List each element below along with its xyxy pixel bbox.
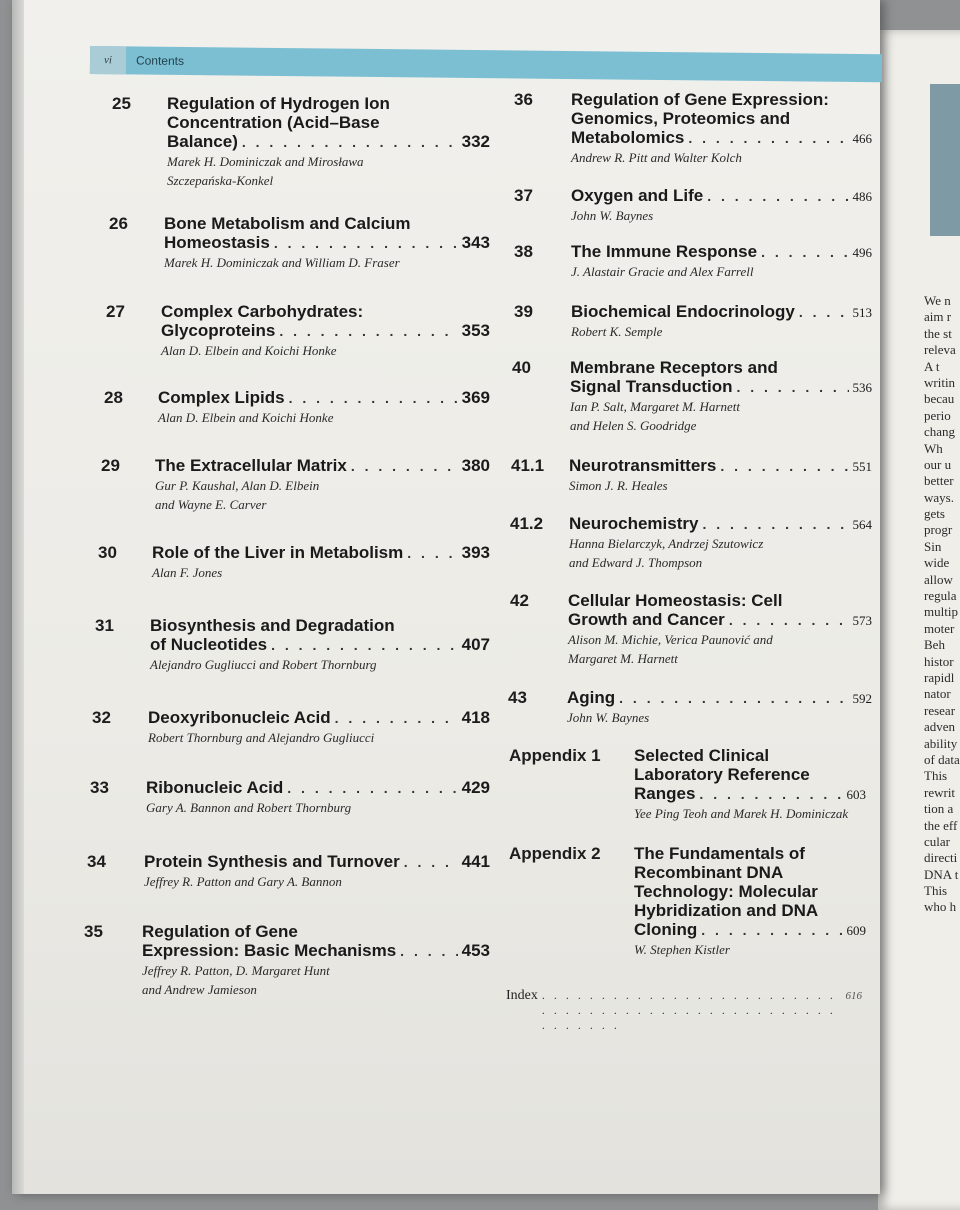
chapter-authors: Gary A. Bannon and Robert Thornburg	[146, 800, 352, 815]
facing-page-line: gets	[924, 506, 945, 522]
title-line: Cloning	[634, 920, 698, 939]
chapter-number: 30	[98, 543, 117, 562]
title-line: Signal Transduction	[570, 377, 733, 396]
facing-page-line: releva	[924, 342, 956, 358]
title-line: Homeostasis	[164, 233, 270, 252]
chapter-title[interactable]	[148, 708, 490, 747]
page-number: 609	[846, 923, 866, 938]
index-page-number: 616	[845, 990, 862, 1002]
facing-page-line: writin	[924, 374, 956, 390]
title-line: Recombinant DNA	[634, 863, 784, 882]
facing-page-line: A t	[924, 358, 940, 374]
title-last-line	[571, 302, 872, 322]
facing-page-line: of data	[924, 751, 960, 767]
title-line: Ranges	[634, 784, 696, 803]
dot-leader	[335, 709, 458, 728]
dot-leader	[729, 611, 849, 630]
chapter-authors: Szczepańska-Konkel	[167, 173, 274, 188]
chapter-authors: and Helen S. Goodridge	[570, 418, 697, 433]
chapter-title[interactable]	[570, 358, 872, 435]
header-section-label: Contents	[135, 53, 185, 68]
title-line: Bone Metabolism and Calcium	[164, 214, 411, 233]
title-line: Genomics, Proteomics and	[571, 109, 791, 128]
facing-page-color-block	[930, 84, 960, 236]
chapter-number: 40	[512, 358, 531, 377]
appendix-label: Appendix 2	[509, 844, 601, 863]
title-last-line	[569, 456, 872, 476]
chapter-authors: Robert Thornburg and Alejandro Gugliucci	[148, 730, 375, 745]
dot-leader	[289, 389, 458, 408]
chapter-authors: Alejandro Gugliucci and Robert Thornburg	[150, 657, 377, 672]
facing-page-line: Beh	[924, 637, 945, 653]
chapter-number: 25	[112, 94, 131, 113]
facing-page-line: multip	[924, 604, 958, 620]
chapter-number: 38	[514, 242, 533, 261]
chapter-title[interactable]	[569, 456, 872, 495]
chapter-authors: Alan D. Elbein and Koichi Honke	[161, 343, 337, 358]
chapter-authors: and Wayne E. Carver	[155, 497, 267, 512]
title-line: Concentration (Acid–Base	[167, 113, 380, 132]
page-number: 592	[852, 691, 872, 706]
chapter-number: 42	[510, 591, 529, 610]
dot-leader	[404, 853, 458, 872]
dot-leader	[407, 544, 457, 563]
title-line: Metabolomics	[571, 128, 685, 147]
chapter-authors: Simon J. R. Heales	[569, 478, 668, 493]
chapter-title[interactable]	[567, 688, 872, 727]
chapter-authors: John W. Baynes	[571, 208, 654, 223]
page-number: 380	[461, 456, 490, 475]
title-last-line	[158, 388, 490, 408]
facing-page-line: rewrit	[924, 784, 956, 800]
page-number: 486	[852, 189, 872, 204]
facing-page-line: chang	[924, 424, 956, 440]
chapter-number: 39	[514, 302, 533, 321]
chapter-authors: Ian P. Salt, Margaret M. Harnett	[570, 399, 740, 414]
chapter-authors: Alison M. Michie, Verica Paunović and	[568, 632, 773, 647]
title-line: Balance)	[167, 132, 238, 151]
dot-leader	[279, 322, 457, 341]
title-line: The Fundamentals of	[634, 844, 805, 863]
title-last-line	[567, 688, 872, 708]
title-last-line	[167, 132, 490, 152]
facing-page-line: rapidl	[924, 669, 955, 685]
chapter-title[interactable]	[146, 778, 490, 817]
page-number: 573	[852, 613, 872, 628]
chapter-title[interactable]	[167, 94, 490, 190]
title-line: The Extracellular Matrix	[155, 456, 347, 475]
title-last-line	[150, 635, 490, 655]
chapter-title[interactable]	[571, 242, 872, 281]
dot-leader	[688, 129, 848, 148]
facing-page-line: Wh	[924, 440, 943, 456]
facing-page-line: directi	[924, 850, 958, 866]
chapter-number: 43	[508, 688, 527, 707]
dot-leader	[720, 457, 848, 476]
title-line: Expression: Basic Mechanisms	[142, 941, 397, 960]
chapter-authors: Marek H. Dominiczak and William D. Fraser	[164, 255, 400, 270]
page-number: 418	[461, 708, 490, 727]
page-number: 603	[846, 787, 866, 802]
page-edge	[12, 0, 24, 1194]
dot-leader	[274, 234, 458, 253]
chapter-title[interactable]	[634, 844, 866, 959]
dot-leader	[351, 457, 458, 476]
title-line: Growth and Cancer	[568, 610, 725, 629]
chapter-authors: W. Stephen Kistler	[634, 942, 730, 957]
title-line: Ribonucleic Acid	[146, 778, 284, 797]
dot-leader	[271, 636, 458, 655]
title-line: Complex Carbohydrates:	[161, 302, 364, 321]
title-last-line	[155, 456, 490, 476]
page-number: 429	[461, 778, 490, 797]
chapter-authors: Gur P. Kaushal, Alan D. Elbein	[155, 478, 320, 493]
running-header	[90, 46, 882, 82]
chapter-number: 35	[84, 922, 103, 941]
facing-page-line: Sin	[924, 538, 942, 554]
title-last-line	[148, 708, 490, 728]
title-last-line	[570, 377, 872, 397]
title-line: Aging	[567, 688, 616, 707]
toc-entry[interactable]	[0, 184, 960, 223]
chapter-authors: Marek H. Dominiczak and Mirosława	[167, 154, 364, 169]
facing-page-line: cular	[924, 833, 950, 849]
dot-leader	[400, 942, 457, 961]
chapter-title[interactable]	[164, 214, 490, 272]
title-line: Membrane Receptors and	[570, 358, 778, 377]
dot-leader	[799, 303, 849, 322]
title-line: Hybridization and DNA	[634, 901, 819, 920]
facing-page-line: tion a	[924, 801, 954, 817]
title-line: Oxygen and Life	[571, 186, 704, 205]
chapter-number: 26	[109, 214, 128, 233]
chapter-number: 27	[106, 302, 125, 321]
page-number: 496	[852, 245, 872, 260]
title-last-line	[164, 233, 490, 253]
chapter-authors: John W. Baynes	[567, 710, 650, 725]
index-label: Index	[506, 988, 538, 1003]
chapter-authors: and Andrew Jamieson	[142, 982, 257, 997]
title-line: Regulation of Hydrogen Ion	[167, 94, 390, 113]
chapter-number: 34	[87, 852, 106, 871]
title-last-line	[161, 321, 490, 341]
page-number: 353	[461, 321, 490, 340]
title-last-line	[571, 186, 872, 206]
facing-page-line: progr	[924, 522, 953, 538]
chapter-title[interactable]	[142, 922, 490, 999]
dot-leader	[287, 779, 457, 798]
title-line: Selected Clinical	[634, 746, 770, 765]
page-number: 332	[461, 132, 490, 151]
chapter-authors: Yee Ping Teoh and Marek H. Dominiczak	[634, 806, 849, 821]
chapter-authors: Alan F. Jones	[152, 565, 223, 580]
chapter-title[interactable]	[571, 90, 872, 167]
title-last-line	[152, 543, 490, 563]
facing-page-line: aim r	[924, 309, 952, 325]
facing-page-line: better	[924, 473, 954, 489]
facing-page-line: allow	[924, 571, 953, 587]
page-number: 441	[461, 852, 490, 871]
title-last-line	[146, 778, 490, 798]
chapter-number: 29	[101, 456, 120, 475]
chapter-authors: Margaret M. Harnett	[568, 651, 678, 666]
chapter-title[interactable]	[155, 456, 490, 514]
facing-page-line: DNA t	[924, 866, 959, 882]
facing-page-line: adven	[924, 719, 956, 735]
chapter-title[interactable]	[158, 388, 490, 427]
facing-page-line: We n	[924, 293, 951, 308]
title-last-line	[571, 128, 872, 148]
facing-page-line: regula	[924, 588, 957, 604]
title-line: Neurotransmitters	[569, 456, 717, 475]
index-entry[interactable]	[506, 988, 862, 1033]
chapter-title[interactable]	[150, 616, 490, 674]
chapter-title[interactable]	[152, 543, 490, 582]
chapter-authors: J. Alastair Gracie and Alex Farrell	[571, 264, 754, 279]
title-last-line	[144, 852, 490, 872]
chapter-authors: Robert K. Semple	[571, 324, 663, 339]
title-line: Neurochemistry	[569, 514, 699, 533]
title-line: Regulation of Gene	[142, 922, 298, 941]
facing-page-line: moter	[924, 620, 955, 636]
page-number: 513	[852, 305, 872, 320]
page-number: 343	[461, 233, 490, 252]
dot-leader	[707, 187, 848, 206]
facing-page-line: our u	[924, 456, 952, 472]
page-number: 393	[461, 543, 490, 562]
title-line: Biosynthesis and Degradation	[150, 616, 395, 635]
chapter-title[interactable]	[568, 591, 872, 668]
chapter-authors: Alan D. Elbein and Koichi Honke	[158, 410, 334, 425]
title-line: Regulation of Gene Expression:	[571, 90, 829, 109]
title-last-line	[634, 784, 866, 804]
page-number: 551	[852, 459, 872, 474]
title-line: Technology: Molecular	[634, 882, 818, 901]
dot-leader	[761, 243, 848, 262]
dot-leader	[702, 515, 848, 534]
title-last-line	[634, 920, 866, 940]
title-line: Cellular Homeostasis: Cell	[568, 591, 783, 610]
title-line: Complex Lipids	[158, 388, 285, 407]
page-number: 536	[852, 380, 872, 395]
facing-page-line: ability	[924, 735, 958, 751]
appendix-label: Appendix 1	[509, 746, 601, 765]
chapter-authors: Jeffrey R. Patton and Gary A. Bannon	[144, 874, 342, 889]
title-line: Role of the Liver in Metabolism	[152, 543, 404, 562]
title-last-line	[571, 242, 872, 262]
chapter-authors: and Edward J. Thompson	[569, 555, 703, 570]
chapter-number: 28	[104, 388, 123, 407]
chapter-number: 41.1	[511, 456, 545, 475]
header-page-number: vi	[90, 46, 126, 74]
facing-page-line: wide	[924, 555, 950, 571]
page-number: 564	[852, 517, 872, 532]
title-last-line	[142, 941, 490, 961]
page-number: 466	[852, 131, 872, 146]
chapter-title[interactable]	[571, 186, 872, 225]
facing-page-line: the st	[924, 325, 952, 341]
facing-page-line: This	[924, 768, 948, 784]
chapter-number: 32	[92, 708, 111, 727]
facing-page-line: nator	[924, 686, 951, 702]
facing-page-line: the eff	[924, 817, 958, 833]
chapter-number: 36	[514, 90, 533, 109]
chapter-number: 33	[90, 778, 109, 797]
dot-leader	[619, 689, 848, 708]
title-line: Deoxyribonucleic Acid	[148, 708, 331, 727]
title-line: Protein Synthesis and Turnover	[144, 852, 400, 871]
page-number: 369	[461, 388, 490, 407]
title-line: of Nucleotides	[150, 635, 268, 654]
title-line: Glycoproteins	[161, 321, 276, 340]
page-number: 453	[461, 941, 490, 960]
facing-page-line: becau	[924, 391, 955, 407]
facing-page-line: histor	[924, 653, 954, 669]
facing-page-line: This	[924, 883, 948, 899]
chapter-title[interactable]	[144, 852, 490, 891]
chapter-number: 41.2	[510, 514, 544, 533]
chapter-authors: Jeffrey R. Patton, D. Margaret Hunt	[142, 963, 330, 978]
title-line: Biochemical Endocrinology	[571, 302, 795, 321]
chapter-number: 37	[514, 186, 533, 205]
chapter-authors: Hanna Bielarczyk, Andrzej Szutowicz	[569, 536, 764, 551]
title-last-line	[569, 514, 872, 534]
page-number: 407	[461, 635, 490, 654]
facing-page-line: perio	[924, 407, 951, 423]
dot-leader	[542, 988, 842, 1033]
facing-page	[878, 30, 960, 1210]
chapter-authors: Andrew R. Pitt and Walter Kolch	[571, 150, 742, 165]
dot-leader	[699, 785, 842, 804]
dot-leader	[736, 378, 848, 397]
chapter-title[interactable]	[569, 514, 872, 572]
chapter-title[interactable]	[161, 302, 490, 360]
dot-leader	[242, 133, 458, 152]
title-line: The Immune Response	[571, 242, 758, 261]
dot-leader	[701, 921, 842, 940]
chapter-number: 31	[95, 616, 114, 635]
facing-page-line: resear	[924, 702, 956, 718]
chapter-title[interactable]	[634, 746, 866, 823]
title-line: Laboratory Reference	[634, 765, 810, 784]
facing-page-line: who h	[924, 899, 957, 915]
facing-page-line: ways.	[924, 489, 954, 505]
title-last-line	[568, 610, 872, 630]
chapter-title[interactable]	[571, 302, 872, 341]
